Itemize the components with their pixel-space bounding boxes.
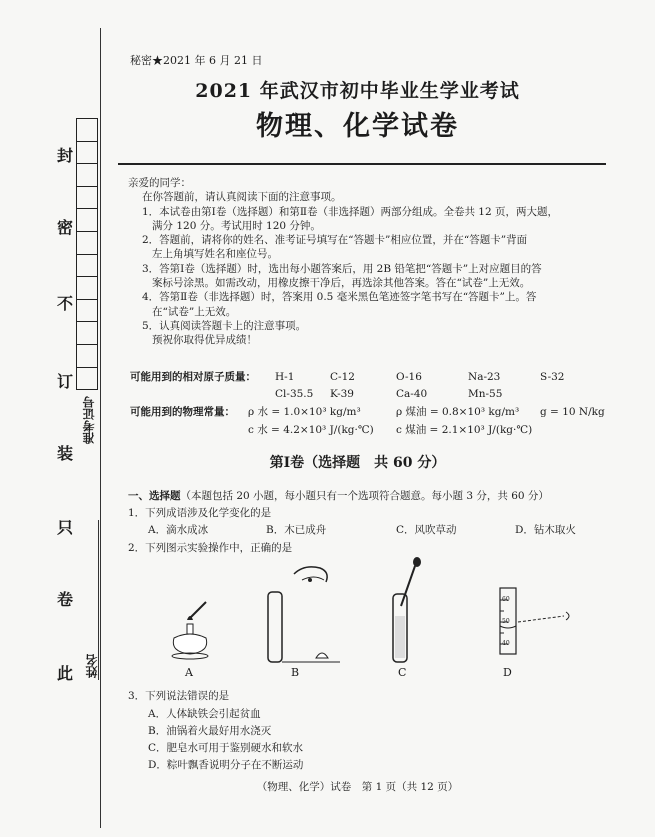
option[interactable]: C．风吹草动 (396, 524, 457, 536)
option[interactable]: A．人体缺铁会引起贫血 (148, 708, 261, 720)
note-item: 4．答第Ⅱ卷（非选择题）时，答案用 0.5 毫米黑色笔迹签字笔书写在“答题卡”上。答 (142, 291, 537, 304)
seal-char: 装 (57, 444, 74, 463)
cylinder-tick: 50 (502, 618, 510, 625)
atomic-value: C-12 (330, 371, 355, 383)
seal-char: 卷 (57, 590, 74, 609)
exam-title: 2021 年武汉市初中毕业生学业考试 (195, 80, 520, 102)
option[interactable]: A．滴水成冰 (148, 524, 209, 536)
option[interactable]: B．油锅着火最好用水浇灭 (148, 725, 272, 737)
paper-title: 物理、化学试卷 (256, 111, 459, 142)
atomic-label: 可能用到的相对原子质量： (130, 371, 256, 383)
divider (118, 163, 606, 165)
atomic-value: H-1 (275, 371, 295, 383)
wish: 预祝你取得优异成绩！ (152, 334, 257, 347)
note-item-cont: 在“试卷”上无效。 (152, 305, 237, 318)
greeting: 亲爱的同学： (128, 177, 191, 189)
figure-b-test-tube (262, 562, 342, 667)
name-label: 姓名 (85, 654, 99, 678)
intro: 在你答题前，请认真阅读下面的注意事项。 (142, 191, 342, 204)
atomic-value: K-39 (330, 388, 354, 400)
note-item-cont: 满分 120 分。考试用时 120 分钟。 (152, 219, 321, 232)
note-item: 5．认真阅读答题卡上的注意事项。 (142, 319, 307, 332)
option[interactable]: D．钻木取火 (515, 524, 576, 536)
figure-label: D (503, 666, 512, 679)
seal-char: 订 (57, 372, 74, 391)
question-stem: 3．下列说法错误的是 (128, 690, 230, 702)
note-item-cont: 左上角填写姓名和座位号。 (152, 248, 278, 261)
section-title: 第Ⅰ卷（选择题 共 60 分） (269, 455, 446, 471)
seal-char: 此 (57, 664, 74, 683)
atomic-value: Mn-55 (468, 388, 503, 400)
atomic-value: O-16 (396, 371, 422, 383)
figure-label: B (291, 666, 300, 679)
note-item: 3．答第Ⅰ卷（选择题）时，选出每小题答案后，用 2B 铅笔把“答题卡”上对应题目的答 (142, 262, 542, 275)
figure-label: A (185, 666, 193, 679)
option[interactable]: B．木已成舟 (266, 524, 327, 536)
cylinder-tick: 40 (502, 640, 510, 647)
cylinder-tick: 60 (502, 596, 510, 603)
seal-char: 不 (57, 294, 74, 313)
atomic-value: S-32 (540, 371, 565, 383)
seal-char: 封 (57, 146, 74, 165)
figure-a-alcohol-lamp (160, 600, 220, 665)
question-stem: 2．下列图示实验操作中，正确的是 (128, 542, 293, 554)
page-footer: （物理、化学）试卷 第 1 页（共 12 页） (256, 781, 459, 793)
section-heading (128, 488, 549, 503)
atomic-value: Na-23 (468, 371, 501, 383)
binding-line (100, 28, 101, 828)
instructions (128, 176, 616, 348)
physics-value: g = 10 N/kg (540, 406, 605, 418)
section-heading-text: （本题包括 20 小题，每小题只有一个选项符合题意。每小题 3 分，共 60 分） (180, 490, 549, 502)
physics-value: ρ 水 = 1.0×10³ kg/m³ (248, 406, 361, 418)
physics-value: ρ 煤油 = 0.8×10³ kg/m³ (396, 406, 520, 418)
section-heading-label: 一、选择题 (128, 490, 181, 502)
atomic-value: Ca-40 (396, 388, 428, 400)
physics-value: c 水 = 4.2×10³ J/(kg·℃) (248, 424, 374, 436)
note-item: 1．本试卷由第Ⅰ卷（选择题）和第Ⅱ卷（非选择题）两部分组成。全卷共 12 页，两大题， (142, 205, 558, 218)
note-item-cont: 案标号涂黑。如需改动，用橡皮擦干净后，再选涂其他答案。答在“试卷”上无效。 (152, 277, 531, 290)
secret-line: 秘密★2021 年 6 月 21 日 (130, 54, 263, 67)
question-stem: 1．下列成语涉及化学变化的是 (128, 507, 272, 519)
exam-number-label: 准考证号 (82, 396, 96, 444)
physics-value: c 煤油 = 2.1×10³ J/(kg·℃) (396, 424, 533, 436)
seal-char: 只 (57, 518, 74, 537)
option[interactable]: C．肥皂水可用于鉴别硬水和软水 (148, 742, 304, 754)
figure-c-dropper (385, 556, 425, 666)
option[interactable]: D．粽叶飘香说明分子在不断运动 (148, 759, 304, 771)
exam-number-boxes[interactable] (76, 118, 98, 390)
note-item: 2．答题前，请将你的姓名、准考证号填写在“答题卡”相应位置，并在“答题卡”背面 (142, 234, 528, 247)
physics-label: 可能用到的物理常量： (130, 406, 235, 418)
seal-char: 密 (57, 218, 74, 237)
atomic-value: Cl-35.5 (275, 388, 314, 400)
figure-label: C (398, 666, 407, 679)
